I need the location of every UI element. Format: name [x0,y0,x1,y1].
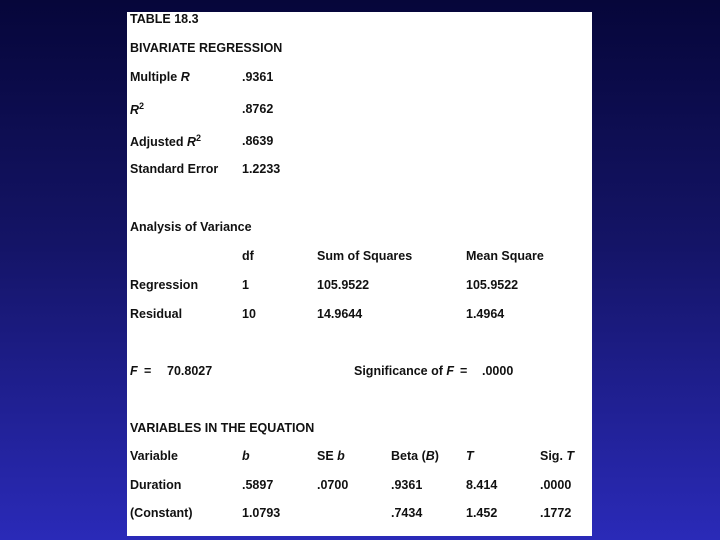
significance-of-f-value: .0000 [482,364,514,378]
table-page [127,12,592,536]
var-row-beta: .9361 [391,478,423,492]
r-squared-label: $R^2$ [130,101,145,117]
var-header-t: T [466,449,474,463]
anova-row-ss: 14.9644 [317,307,363,321]
var-row-variable: (Constant) [130,506,193,520]
var-row-se: .0700 [317,478,349,492]
table-number: TABLE 18.3 [130,12,199,26]
anova-row-ss: 105.9522 [317,278,370,292]
multiple-r-label: Multiple R [130,70,190,84]
var-row-b: .5897 [242,478,274,492]
var-header-se-b: SE b [317,449,345,463]
significance-equals: = [460,364,468,378]
var-header-b: b [242,449,250,463]
f-value: 70.8027 [167,364,213,378]
adjusted-r-squared-label: Adjusted $R^2$ [130,133,201,149]
var-header-sig-t: Sig. T [540,449,575,463]
standard-error-label: Standard Error [130,162,219,176]
f-equals: = [144,364,152,378]
f-label: F [130,364,138,378]
var-row-variable: Duration [130,478,182,492]
var-row-sig: .0000 [540,478,572,492]
var-row-beta: .7434 [391,506,423,520]
var-row-b: 1.0793 [242,506,281,520]
multiple-r-value: .9361 [242,70,274,84]
var-header-variable: Variable [130,449,178,463]
significance-of-f-label: Significance of F [354,364,455,378]
anova-title: Analysis of Variance [130,220,252,234]
anova-row-ms: 105.9522 [466,278,519,292]
var-row-sig: .1772 [540,506,572,520]
var-header-beta: Beta (B) [391,449,439,463]
standard-error-value: 1.2233 [242,162,281,176]
var-row-t: 8.414 [466,478,498,492]
anova-row-label: Regression [130,278,199,292]
table-title: BIVARIATE REGRESSION [130,41,283,55]
anova-header-df: df [242,249,254,263]
anova-row-label: Residual [130,307,183,321]
r-squared-value: .8762 [242,102,274,116]
anova-row-ms: 1.4964 [466,307,505,321]
adjusted-r-squared-value: .8639 [242,134,274,148]
anova-header-ss: Sum of Squares [317,249,413,263]
anova-row-df: 1 [242,278,249,292]
var-row-t: 1.452 [466,506,498,520]
variables-title: VARIABLES IN THE EQUATION [130,421,315,435]
anova-row-df: 10 [242,307,256,321]
anova-header-ms: Mean Square [466,249,544,263]
